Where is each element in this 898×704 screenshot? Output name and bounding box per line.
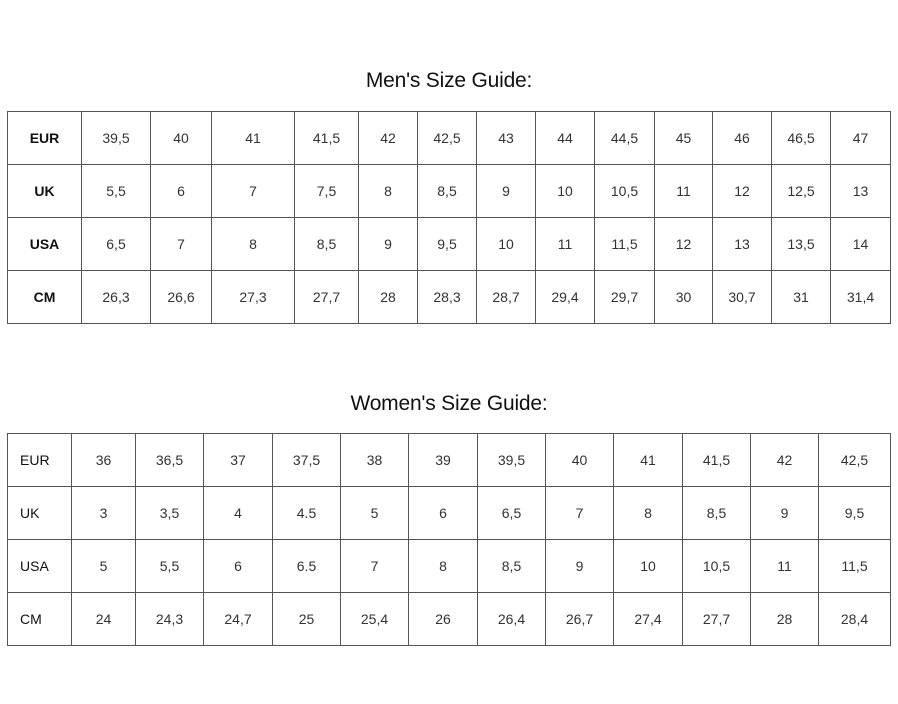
womens-size-table xyxy=(7,433,891,646)
size-cell: 30 xyxy=(655,271,713,324)
table-row-usa xyxy=(8,540,891,593)
size-cell: 7 xyxy=(151,218,212,271)
size-cell: 36 xyxy=(72,434,136,487)
size-cell: 8,5 xyxy=(683,487,751,540)
size-cell: 46 xyxy=(713,112,772,165)
size-cell: 11 xyxy=(536,218,595,271)
size-cell: 12,5 xyxy=(772,165,831,218)
size-cell: 10 xyxy=(536,165,595,218)
size-cell: 40 xyxy=(546,434,614,487)
size-cell: 5 xyxy=(341,487,409,540)
size-cell: 42 xyxy=(359,112,418,165)
row-label: UK xyxy=(8,165,82,218)
size-cell: 42,5 xyxy=(418,112,477,165)
size-cell: 37 xyxy=(204,434,273,487)
size-cell: 6 xyxy=(409,487,478,540)
size-cell: 3,5 xyxy=(136,487,204,540)
size-cell: 7 xyxy=(212,165,295,218)
size-cell: 8 xyxy=(359,165,418,218)
size-cell: 28,3 xyxy=(418,271,477,324)
size-cell: 40 xyxy=(151,112,212,165)
size-cell: 28,4 xyxy=(819,593,891,646)
size-cell: 24 xyxy=(72,593,136,646)
size-cell: 29,7 xyxy=(595,271,655,324)
row-label: EUR xyxy=(8,112,82,165)
size-cell: 42,5 xyxy=(819,434,891,487)
size-cell: 10 xyxy=(477,218,536,271)
size-cell: 8 xyxy=(409,540,478,593)
row-label: CM xyxy=(8,271,82,324)
size-cell: 11,5 xyxy=(595,218,655,271)
size-cell: 41 xyxy=(614,434,683,487)
size-cell: 44 xyxy=(536,112,595,165)
size-cell: 6 xyxy=(204,540,273,593)
size-cell: 46,5 xyxy=(772,112,831,165)
size-cell: 9 xyxy=(751,487,819,540)
size-cell: 7 xyxy=(546,487,614,540)
table-row-cm xyxy=(8,593,891,646)
size-cell: 11 xyxy=(655,165,713,218)
size-cell: 13,5 xyxy=(772,218,831,271)
size-cell: 31 xyxy=(772,271,831,324)
size-cell: 24,3 xyxy=(136,593,204,646)
size-cell: 41,5 xyxy=(683,434,751,487)
row-label: EUR xyxy=(8,434,72,487)
size-cell: 39,5 xyxy=(82,112,151,165)
size-cell: 24,7 xyxy=(204,593,273,646)
row-label: USA xyxy=(8,218,82,271)
size-cell: 28,7 xyxy=(477,271,536,324)
table-row-usa xyxy=(8,218,891,271)
size-cell: 4.5 xyxy=(273,487,341,540)
size-cell: 39,5 xyxy=(478,434,546,487)
size-cell: 39 xyxy=(409,434,478,487)
size-cell: 31,4 xyxy=(831,271,891,324)
row-label: CM xyxy=(8,593,72,646)
size-cell: 25 xyxy=(273,593,341,646)
size-cell: 26 xyxy=(409,593,478,646)
size-cell: 6 xyxy=(151,165,212,218)
size-cell: 12 xyxy=(713,165,772,218)
size-cell: 36,5 xyxy=(136,434,204,487)
size-cell: 42 xyxy=(751,434,819,487)
size-cell: 8,5 xyxy=(478,540,546,593)
size-cell: 38 xyxy=(341,434,409,487)
table-row-cm xyxy=(8,271,891,324)
size-cell: 6.5 xyxy=(273,540,341,593)
size-cell: 12 xyxy=(655,218,713,271)
size-cell: 26,6 xyxy=(151,271,212,324)
mens-size-table xyxy=(7,111,891,324)
size-cell: 14 xyxy=(831,218,891,271)
size-cell: 26,4 xyxy=(478,593,546,646)
size-cell: 6,5 xyxy=(478,487,546,540)
size-cell: 9,5 xyxy=(819,487,891,540)
size-cell: 41,5 xyxy=(295,112,359,165)
row-label: UK xyxy=(8,487,72,540)
size-cell: 7 xyxy=(341,540,409,593)
size-cell: 10 xyxy=(614,540,683,593)
size-cell: 3 xyxy=(72,487,136,540)
table-row-uk xyxy=(8,487,891,540)
size-cell: 43 xyxy=(477,112,536,165)
size-cell: 11 xyxy=(751,540,819,593)
size-cell: 41 xyxy=(212,112,295,165)
size-cell: 8,5 xyxy=(295,218,359,271)
size-cell: 4 xyxy=(204,487,273,540)
size-cell: 8 xyxy=(212,218,295,271)
size-cell: 5,5 xyxy=(136,540,204,593)
size-cell: 45 xyxy=(655,112,713,165)
size-cell: 5,5 xyxy=(82,165,151,218)
size-cell: 10,5 xyxy=(683,540,751,593)
table-row-eur xyxy=(8,434,891,487)
size-cell: 9,5 xyxy=(418,218,477,271)
row-label: USA xyxy=(8,540,72,593)
mens-size-guide-title: Men's Size Guide: xyxy=(365,69,533,92)
size-cell: 44,5 xyxy=(595,112,655,165)
size-cell: 28 xyxy=(751,593,819,646)
size-cell: 13 xyxy=(713,218,772,271)
size-cell: 9 xyxy=(477,165,536,218)
size-cell: 27,4 xyxy=(614,593,683,646)
size-cell: 6,5 xyxy=(82,218,151,271)
womens-size-guide-title: Women's Size Guide: xyxy=(350,392,548,415)
size-cell: 37,5 xyxy=(273,434,341,487)
size-cell: 30,7 xyxy=(713,271,772,324)
size-cell: 10,5 xyxy=(595,165,655,218)
table-row-uk xyxy=(8,165,891,218)
size-cell: 25,4 xyxy=(341,593,409,646)
size-cell: 5 xyxy=(72,540,136,593)
size-cell: 7,5 xyxy=(295,165,359,218)
size-cell: 47 xyxy=(831,112,891,165)
table-row-eur xyxy=(8,112,891,165)
size-cell: 9 xyxy=(546,540,614,593)
size-cell: 28 xyxy=(359,271,418,324)
size-cell: 9 xyxy=(359,218,418,271)
size-cell: 27,7 xyxy=(295,271,359,324)
size-cell: 8,5 xyxy=(418,165,477,218)
size-cell: 8 xyxy=(614,487,683,540)
size-cell: 27,7 xyxy=(683,593,751,646)
size-cell: 29,4 xyxy=(536,271,595,324)
size-cell: 11,5 xyxy=(819,540,891,593)
size-cell: 27,3 xyxy=(212,271,295,324)
size-cell: 26,7 xyxy=(546,593,614,646)
size-cell: 26,3 xyxy=(82,271,151,324)
size-cell: 13 xyxy=(831,165,891,218)
